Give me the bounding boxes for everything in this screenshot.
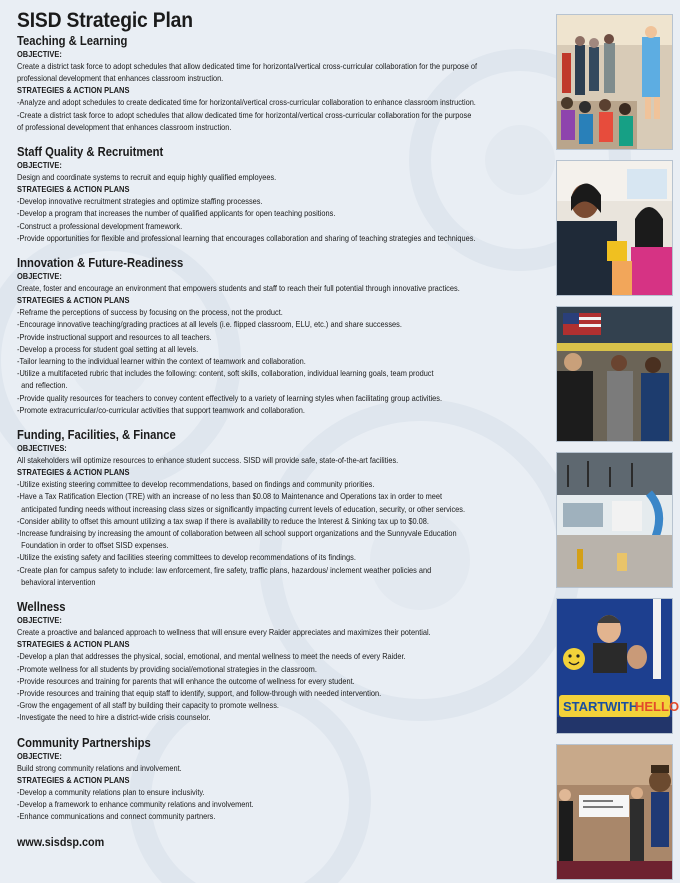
strategy-item: -Provide resources and training that equip staff to identify, support, and follow-through with needed intervention. bbox=[17, 687, 382, 698]
section-teaching-learning bbox=[17, 35, 553, 133]
student-teacher-photo bbox=[556, 160, 673, 296]
strategy-item: -Grow the engagement of all staff by building their capacity to promote wellness. bbox=[17, 700, 279, 711]
strategy-item: -Develop a plan that addresses the physical, social, emotional, and mental wellness to meet the needs of every Raider. bbox=[17, 651, 406, 662]
strategy-item: of professional development that enhances classroom instruction. bbox=[17, 121, 232, 132]
classroom-celebration-photo bbox=[556, 14, 673, 150]
strategy-item: -Provide resources and training for parents that will enhance the outcome of wellness for every student. bbox=[17, 675, 355, 686]
strategy-item: -Provide quality resources for teachers to convey content effectively to a variety of learning styles when facilitating group activities. bbox=[17, 392, 443, 403]
strategy-item: -Promote extracurricular/co-curricular activities that support teamwork and collaboration. bbox=[17, 404, 305, 415]
objective-text: Create a district task force to adopt schedules that allow dedicated time for horizontal/vertical cross-curricular collaboration for the purpose of bbox=[17, 61, 478, 71]
strategy-item: -Enhance communications and connect community partners. bbox=[17, 811, 216, 822]
page-title: SISD Strategic Plan bbox=[17, 9, 193, 32]
strategy-item: -Create a district task force to adopt schedules that allow dedicated time for horizontal/vertical cross-curricular collaboration for the purpose bbox=[17, 109, 472, 120]
strategy-item: behavioral intervention bbox=[17, 576, 96, 587]
objective-text: All stakeholders will optimize resources to enhance student success. SISD will provide safe, state-of-the-art facilities. bbox=[17, 455, 399, 466]
section-staff-quality-recruitment bbox=[17, 146, 553, 244]
strategy-item: -Develop a process for student goal setting at all levels. bbox=[17, 343, 199, 354]
sign-text-hello: HELLO bbox=[635, 699, 680, 714]
strategy-item: -Investigate the need to hire a district-wide crisis counselor. bbox=[17, 712, 211, 723]
section-funding-facilities-finance bbox=[17, 429, 553, 588]
strategies-label: STRATEGIES & ACTION PLANS bbox=[17, 295, 130, 306]
strategy-item: -Tailor learning to the individual learner within the context of teamwork and collaboration. bbox=[17, 356, 306, 367]
strategy-item: -Construct a professional development framework. bbox=[17, 220, 183, 231]
section-innovation-future-readiness bbox=[17, 257, 553, 416]
strategy-item: anticipated funding needs without increasing class sizes or significantly impacting current levels of education, security, or other services. bbox=[17, 503, 466, 514]
strategy-item: -Increase fundraising by increasing the amount of collaboration between all school support organizations and the Sunnyvale Education bbox=[17, 528, 457, 539]
objective-label: OBJECTIVE: bbox=[17, 160, 62, 171]
section-community-partnerships bbox=[17, 737, 553, 823]
strategies-label: STRATEGIES & ACTION PLANS bbox=[17, 184, 130, 195]
section-title: Staff Quality & Recruitment bbox=[17, 145, 164, 160]
objective-text: Create a proactive and balanced approach to wellness that will ensure every Raider appreciates and maximizes their potential. bbox=[17, 627, 431, 638]
hallway-students-photo bbox=[556, 306, 673, 442]
section-title: Teaching & Learning bbox=[17, 34, 128, 48]
strategy-item: -Have a Tax Ratification Election (TRE) with an increase of no less than $0.08 to Maintenance and Operations tax in order to meet bbox=[17, 491, 443, 502]
strategy-item: -Provide opportunities for flexible and professional learning that encourages collaboration and sharing of teaching strategies and techniques. bbox=[17, 232, 476, 243]
sign-text-with: WITH bbox=[605, 699, 639, 714]
website-link[interactable]: www.sisdsp.com bbox=[17, 835, 105, 850]
strategy-item: -Consider ability to offset this amount utilizing a tax swap if there is availability to reduce the Interest & Sinking tax up to $0.08. bbox=[17, 515, 429, 526]
strategy-item: -Promote wellness for all students by providing social/emotional strategies in the classroom. bbox=[17, 663, 317, 674]
start-with-hello-photo bbox=[556, 598, 680, 734]
strategies-label: STRATEGIES & ACTION PLANS bbox=[17, 639, 130, 650]
strategies-label: STRATEGIES & ACTION PLANS bbox=[17, 774, 130, 785]
strategy-item: -Utilize the existing safety and facilities steering committees to develop recommendations of its findings. bbox=[17, 552, 356, 563]
section-title: Innovation & Future-Readiness bbox=[17, 256, 184, 271]
objective-text: Create, foster and encourage an environment that empowers students and staff to reach their full potential through innovative practices. bbox=[17, 283, 460, 294]
objective-label: OBJECTIVE: bbox=[17, 750, 62, 761]
strategies-label: STRATEGIES & ACTION PLANS bbox=[17, 467, 130, 478]
objective-text: Design and coordinate systems to recruit and equip highly qualified employees. bbox=[17, 172, 277, 183]
objective-label: OBJECTIVE: bbox=[17, 615, 62, 626]
strategy-item: Foundation in order to offset SISD expenses. bbox=[17, 540, 169, 551]
strategy-item: and reflection. bbox=[17, 380, 68, 391]
strategy-item: -Develop a framework to enhance community relations and involvement. bbox=[17, 798, 254, 809]
strategy-item: -Develop a program that increases the number of qualified applicants for open teaching positions. bbox=[17, 208, 336, 219]
sections-container bbox=[17, 35, 553, 822]
section-wellness bbox=[17, 601, 553, 723]
strategic-plan-content bbox=[17, 9, 553, 849]
section-title: Funding, Facilities, & Finance bbox=[17, 428, 176, 443]
strategy-item: -Provide instructional support and resources to all teachers. bbox=[17, 331, 212, 342]
sign-text-start: START bbox=[563, 699, 606, 714]
objective-label: OBJECTIVE: bbox=[17, 271, 62, 282]
objective-text: Build strong community relations and involvement. bbox=[17, 762, 182, 773]
objective-label: OBJECTIVE: bbox=[17, 49, 62, 59]
strategy-item: -Utilize a multifaceted rubric that includes the following: content, soft skills, collaboration, individual learning goals, team product bbox=[17, 368, 434, 379]
strategy-item: -Create plan for campus safety to include: law enforcement, fire safety, traffic plans, hazardous/ inclement weather policies and bbox=[17, 564, 432, 575]
strategy-item: -Encourage innovative teaching/grading practices at all levels (i.e. flipped classroom, ELU, etc.) and share successes. bbox=[17, 319, 402, 330]
strategies-label: STRATEGIES & ACTION PLANS bbox=[17, 85, 130, 96]
objective-text: professional development that enhances classroom instruction. bbox=[17, 73, 224, 84]
strategy-item: -Utilize existing steering committee to develop recommendations, based on findings and community priorities. bbox=[17, 479, 375, 490]
section-title: Community Partnerships bbox=[17, 735, 151, 750]
check-presentation-photo bbox=[556, 744, 673, 880]
strategy-item: -Develop a community relations plan to ensure inclusivity. bbox=[17, 786, 205, 797]
objective-label: OBJECTIVES: bbox=[17, 443, 67, 454]
strategy-item: -Develop innovative recruitment strategies and optimize staffing processes. bbox=[17, 196, 263, 207]
section-title: Wellness bbox=[17, 600, 66, 615]
school-atrium-photo bbox=[556, 452, 673, 588]
strategy-item: -Reframe the perceptions of success by focusing on the process, not the product. bbox=[17, 307, 283, 318]
strategy-item: -Analyze and adopt schedules to create dedicated time for horizontal/vertical cross-curricular collaboration to enhance classroom instruction. bbox=[17, 97, 476, 108]
